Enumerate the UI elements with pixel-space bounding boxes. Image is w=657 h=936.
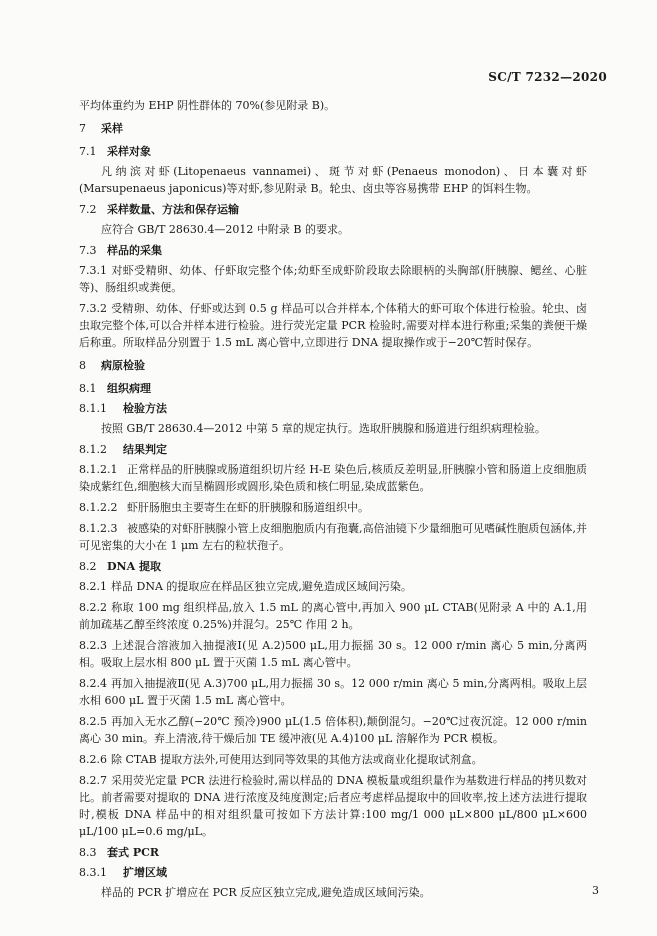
clause-text: 虾肝肠胞虫主要寄生在虾的肝胰腺和肠道组织中。 <box>127 501 369 514</box>
clause-text: 被感染的对虾肝胰腺小管上皮细胞胞质内有孢囊,高倍油镜下少量细胞可见嗜碱性胞质包涵体,并可见密集的大小在 1 μm 左右的粒状孢子。 <box>79 522 587 552</box>
clause-number: 7.3.1 <box>79 264 107 277</box>
section-7-1-heading <box>79 143 587 160</box>
document-body <box>79 97 587 905</box>
clause-number: 8.2.6 <box>79 753 107 766</box>
section-title: 扩增区域 <box>123 866 167 879</box>
section-title: 结果判定 <box>123 443 167 456</box>
clause-number: 8.2.4 <box>79 677 107 690</box>
clause-number: 8.1.2.3 <box>79 522 118 535</box>
clause-text: 除 CTAB 提取方法外,可使用达到同等效果的其他方法或商业化提取试剂盒。 <box>111 753 483 766</box>
clause-number: 8.2.1 <box>79 580 107 593</box>
section-8-1-heading <box>79 380 587 397</box>
clause-number: 8.2.3 <box>79 639 107 652</box>
section-number: 7.1 <box>79 145 97 158</box>
section-8-2-4 <box>79 675 587 709</box>
intro-paragraph: 平均体重约为 EHP 阴性群体的 70%(参见附录 B)。 <box>79 99 336 112</box>
clause-text: 样品 DNA 的提取应在样品区独立完成,避免造成区域间污染。 <box>111 580 412 593</box>
clause-text: 称取 100 mg 组织样品,放入 1.5 mL 的离心管中,再加入 900 μL CTAB(见附录 A 中的 A.1,用前加疏基乙醇至终浓度 0.25%)并混匀。25℃ 作用 2 h。 <box>79 601 587 631</box>
section-title: 检验方法 <box>123 402 167 415</box>
section-8-1-1-heading <box>79 400 587 417</box>
section-title: 病原检验 <box>101 359 145 372</box>
clause-number: 8.1.2.2 <box>79 501 118 514</box>
clause-text: 受精卵、幼体、仔虾或达到 0.5 g 样品可以合并样本,个体稍大的虾可取个体进行检验。轮虫、卤虫取完整个体,可以合并样本进行检验。进行荧光定量 PCR 检验时,需要对样本进行称重;采集的粪便干燥后称重。所取样品分别置于 1.5 mL 离心管中,立即进行 DNA 提取操作或于−20℃暂时保存。 <box>79 302 587 349</box>
section-number: 8.2 <box>79 560 97 573</box>
section-8-2-2 <box>79 599 587 633</box>
section-8-3-1-heading <box>79 864 587 881</box>
section-8-1-2-1 <box>79 461 587 495</box>
section-title: 采样数量、方法和保存运输 <box>107 203 239 216</box>
section-title: 套式 PCR <box>107 846 159 859</box>
section-title: 样品的采集 <box>107 244 162 257</box>
section-8-2-5 <box>79 713 587 747</box>
section-8-2-heading <box>79 558 587 575</box>
clause-text: 正常样品的肝胰腺或肠道组织切片经 H-E 染色后,核质反差明显,肝胰腺小管和肠道上皮细胞质染成紫红色,细胞核大而呈椭圆形或圆形,染色质和核仁明显,染成蓝紫色。 <box>79 463 587 493</box>
section-7-2-heading <box>79 201 587 218</box>
section-7-1-body: 凡纳滨对虾(Litopenaeus vannamei)、斑节对虾(Penaeus monodon)、日本囊对虾(Marsupenaeus japonicus)等对虾,参见附录 B。轮虫、卤虫等容易携带 EHP 的饵料生物。 <box>79 165 587 195</box>
section-8-1-1-body: 按照 GB/T 28630.4—2012 中第 5 章的规定执行。选取肝胰腺和肠道进行组织病理检验。 <box>101 422 546 435</box>
clause-text: 采用荧光定量 PCR 法进行检验时,需以样品的 DNA 模板量或组织量作为基数进行样品的拷贝数对比。前者需要对提取的 DNA 进行浓度及纯度测定;后者应考虑样品提取中的回收率,按上述方法进行提取时,模板 DNA 样品中的相对组织量可按如下方法计算:100 mg/1 000 μL×800 μL/800 μL×600 μL/100 μL=0.6 mg/μL。 <box>79 774 587 838</box>
section-title: 采样对象 <box>107 145 151 158</box>
section-title: 组织病理 <box>107 382 151 395</box>
section-8-1-2-2 <box>79 499 587 516</box>
section-8-3-heading <box>79 844 587 861</box>
section-title: DNA 提取 <box>107 560 161 573</box>
clause-text: 对虾受精卵、幼体、仔虾取完整个体;幼虾至成虾阶段取去除眼柄的头胸部(肝胰腺、鳃丝、心脏等)、肠组织或粪便。 <box>79 264 587 294</box>
clause-text: 上述混合溶液加入抽提液Ⅰ(见 A.2)500 μL,用力振摇 30 s。12 000 r/min 离心 5 min,分离两相。吸取上层水相 800 μL 置于灭菌 1.5 mL 离心管中。 <box>79 639 587 669</box>
section-8-1-2-heading <box>79 441 587 458</box>
section-number: 7.2 <box>79 203 97 216</box>
section-7-3-2 <box>79 300 587 351</box>
section-8-2-7 <box>79 772 587 840</box>
section-8-heading <box>79 357 587 374</box>
section-number: 8.1.2 <box>79 443 107 456</box>
clause-number: 8.2.5 <box>79 715 107 728</box>
section-number: 8.3 <box>79 846 97 859</box>
section-title: 采样 <box>101 122 123 135</box>
section-7-heading <box>79 120 587 137</box>
page-number: 3 <box>592 884 599 897</box>
clause-number: 8.1.2.1 <box>79 463 118 476</box>
section-number: 7.3 <box>79 244 97 257</box>
section-number: 8 <box>79 359 86 372</box>
section-8-3-1-body: 样品的 PCR 扩增应在 PCR 反应区独立完成,避免造成区域间污染。 <box>101 886 431 899</box>
section-7-3-1 <box>79 262 587 296</box>
clause-text: 再加入抽提液Ⅱ(见 A.3)700 μL,用力振摇 30 s。12 000 r/min 离心 5 min,分离两相。吸取上层水相 600 μL 置于灭菌 1.5 mL 离心管中。 <box>79 677 587 707</box>
section-8-2-1 <box>79 578 587 595</box>
clause-number: 7.3.2 <box>79 302 107 315</box>
section-number: 7 <box>79 122 86 135</box>
clause-number: 8.2.7 <box>79 774 107 787</box>
clause-text: 再加入无水乙醇(−20℃ 预冷)900 μL(1.5 倍体积),颠倒混匀。−20℃过夜沉淀。12 000 r/min 离心 30 min。弃上清液,待干燥后加 TE 缓冲液(见 A.4)100 μL 溶解作为 PCR 模板。 <box>79 715 587 745</box>
section-number: 8.1.1 <box>79 402 107 415</box>
standard-code: SC/T 7232—2020 <box>488 70 607 84</box>
section-number: 8.1 <box>79 382 97 395</box>
section-number: 8.3.1 <box>79 866 107 879</box>
section-7-2-body: 应符合 GB/T 28630.4—2012 中附录 B 的要求。 <box>101 223 349 236</box>
clause-number: 8.2.2 <box>79 601 107 614</box>
section-7-3-heading <box>79 242 587 259</box>
section-8-1-2-3 <box>79 520 587 554</box>
section-8-2-3 <box>79 637 587 671</box>
section-8-2-6 <box>79 751 587 768</box>
